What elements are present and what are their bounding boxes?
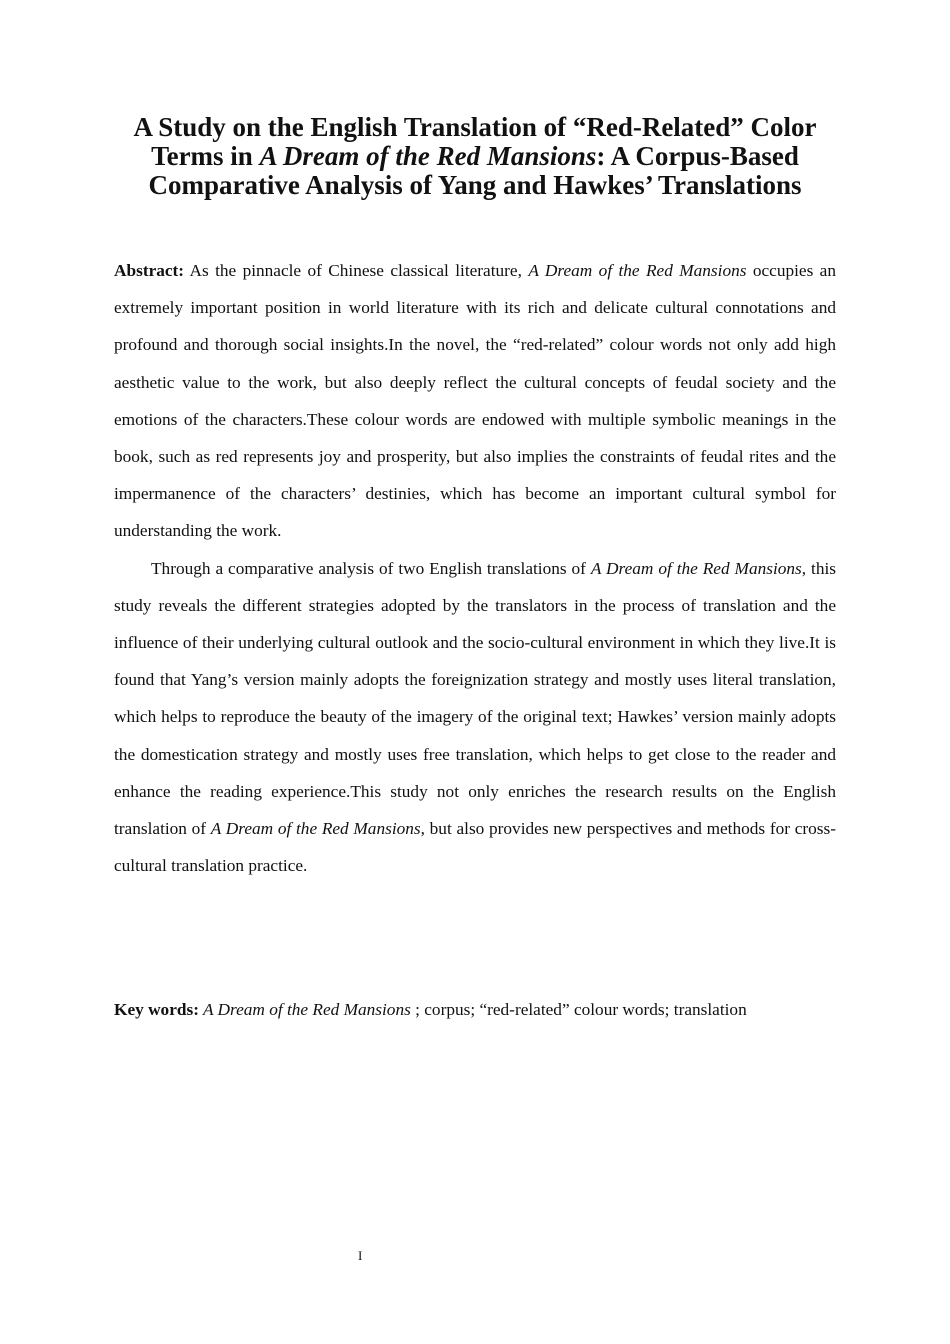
abstract-p1-text-a: As the pinnacle of Chinese classical literature, [184, 261, 529, 280]
keywords-rest: ; corpus; “red-related” colour words; translation [410, 1000, 747, 1019]
keywords-label: Key words: [114, 1000, 199, 1019]
abstract-paragraph-1 [114, 252, 836, 550]
keywords-line [114, 996, 836, 1024]
title-part-2: : A Corpus-Based Comparative Analysis of Yang and Hawkes’ Translations [148, 141, 802, 200]
abstract-p1-italic: A Dream of the Red Mansions [528, 261, 747, 280]
abstract-p2-text-c: , but also provides new perspectives and methods for cross-cultural translation practice. [114, 819, 836, 876]
abstract-p2-text-a: Through a comparative analysis of two English translations of [151, 558, 591, 578]
abstract-p1-text-b: occupies an extremely important position in world literature with its rich and delicate cultural connotations and profound and thorough social insights.In the novel, the “red-related” colour words not only add high aesthetic value to the work, but also deeply reflect the cultural concepts of feudal society and the emotions of the characters.These colour words are endowed with multiple symbolic meanings in the book, such as red represents joy and prosperity, but also implies the constraints of feudal rites and the impermanence of the characters’ destinies, which has become an important cultural symbol for understanding the work. [114, 261, 836, 541]
title-part-1: A Study on the English Translation of “Red-Related” Color Terms in [133, 112, 817, 171]
abstract-p2-italic-1: A Dream of the Red Mansions [590, 558, 802, 578]
page-number: I [358, 1248, 363, 1263]
abstract-p2-italic-2: A Dream of the Red Mansions [210, 819, 421, 839]
keywords-italic: A Dream of the Red Mansions [198, 1000, 411, 1019]
abstract-p2-text-b: , this study reveals the different strategies adopted by the translators in the process of translation and the influence of their underlying cultural outlook and the socio-cultural environment in which they live.It is found that Yang’s version mainly adopts the foreignization strategy and mostly uses literal translation, which helps to reproduce the beauty of the imagery of the original text; Hawkes’ version mainly adopts the domestication strategy and mostly uses free translation, which helps to get close to the reader and enhance the reading experience.This study not only enriches the research results on the English translation of [114, 558, 836, 839]
abstract-paragraph-2 [114, 550, 836, 885]
title-italic-book: A Dream of the Red Mansions [259, 141, 597, 171]
paper-title [114, 113, 836, 200]
abstract-section [114, 252, 836, 884]
abstract-label: Abstract: [114, 261, 185, 280]
